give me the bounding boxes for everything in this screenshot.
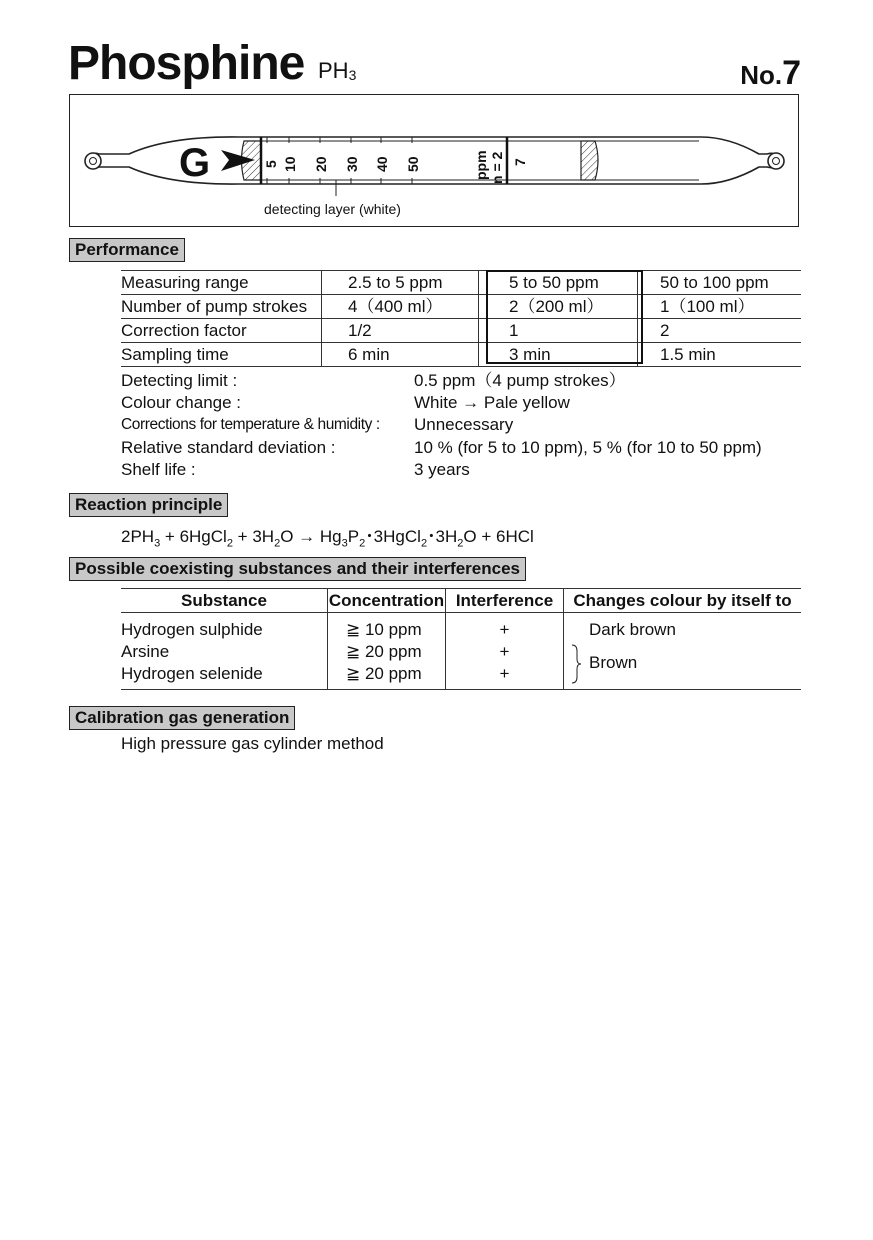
scale-label-30: 30 <box>344 156 360 172</box>
concentration-value: ≧ 10 ppm <box>346 620 422 639</box>
chemical-formula <box>318 58 356 84</box>
eq-sub: 2 <box>420 537 428 550</box>
reaction-equation <box>121 522 534 549</box>
column-header: Interference <box>446 589 564 613</box>
table-cell: 6 min <box>322 343 479 367</box>
tube-number-label: 7 <box>512 158 528 166</box>
interference-heading: Possible coexisting substances and their interferences <box>69 557 526 581</box>
colour-change-cell <box>564 613 802 690</box>
table-cell: 2（200 ml） <box>479 295 638 319</box>
column-header: Changes colour by itself to <box>564 589 802 613</box>
page-title: Phosphine <box>68 37 305 90</box>
eq-part: O → Hg <box>280 527 342 546</box>
recommended-range-highlight <box>486 270 643 364</box>
detail-value: 0.5 ppm（4 pump strokes） <box>414 371 626 390</box>
eq-sub: 2 <box>457 537 464 550</box>
table-row <box>121 343 801 367</box>
calibration-method: High pressure gas cylinder method <box>121 734 384 753</box>
table-cell: 4（400 ml） <box>322 295 479 319</box>
interference-table <box>121 588 801 690</box>
detail-value: Unnecessary <box>414 415 514 434</box>
doc-number: 7 <box>782 54 801 92</box>
table-cell: 3 min <box>479 343 638 367</box>
tube-diagram-box <box>69 94 799 227</box>
table-cell: 5 to 50 ppm <box>479 271 638 295</box>
formula-subscript: 3 <box>348 67 357 83</box>
detail-value: 10 % (for 5 to 10 ppm), 5 % (for 10 to 50 ppm) <box>414 438 762 457</box>
column-header: Substance <box>121 589 328 613</box>
interference-value: + <box>499 664 510 683</box>
scale-label-40: 40 <box>374 156 390 172</box>
eq-part: P <box>347 527 360 546</box>
interference-value: + <box>499 642 510 661</box>
detail-key: Detecting limit : <box>121 371 238 390</box>
table-row <box>121 319 801 343</box>
eq-part: ･3H <box>427 527 458 546</box>
brace-icon <box>568 643 588 685</box>
eq-sub: 2 <box>274 537 281 550</box>
table-cell: 1/2 <box>322 319 479 343</box>
substance-name: Hydrogen selenide <box>121 664 263 683</box>
table-cell: Sampling time <box>121 343 322 367</box>
substance-cell <box>121 613 328 690</box>
eq-part: + 6HgCl <box>160 527 227 546</box>
logo-g: G <box>179 141 211 185</box>
table-cell: 2 <box>638 319 802 343</box>
table-body-row <box>121 613 801 690</box>
eq-part: O + 6HCl <box>463 527 534 546</box>
eq-part: 2PH <box>121 527 155 546</box>
table-cell: Correction factor <box>121 319 322 343</box>
substance-name: Arsine <box>121 642 170 661</box>
table-row <box>121 271 801 295</box>
table-header-row <box>121 589 801 613</box>
interference-value: + <box>499 620 510 639</box>
detecting-layer-label: detecting layer (white) <box>264 201 401 217</box>
substance-name: Hydrogen sulphide <box>121 620 263 639</box>
table-cell: 1.5 min <box>638 343 802 367</box>
stroke-label: n = 2 <box>489 151 505 184</box>
table-cell: Number of pump strokes <box>121 295 322 319</box>
eq-sub: 2 <box>359 537 366 550</box>
detail-value: 3 years <box>414 460 470 479</box>
detail-key: Shelf life : <box>121 460 196 479</box>
detail-key: Relative standard deviation : <box>121 438 336 457</box>
scale-label-20: 20 <box>313 156 329 172</box>
table-cell: 50 to 100 ppm <box>638 271 802 295</box>
colour-change-value: Brown <box>589 653 638 672</box>
scale-label-10: 10 <box>282 156 298 172</box>
calibration-heading: Calibration gas generation <box>69 706 295 730</box>
right-plug <box>581 141 598 180</box>
eq-part: + 3H <box>232 527 275 546</box>
concentration-value: ≧ 20 ppm <box>346 664 422 683</box>
interference-cell <box>446 613 564 690</box>
performance-heading: Performance <box>69 238 185 262</box>
eq-part: ･3HgCl <box>365 527 421 546</box>
eq-sub: 3 <box>341 537 348 550</box>
performance-table <box>121 270 801 367</box>
reaction-heading: Reaction principle <box>69 493 228 517</box>
table-cell: 1（100 ml） <box>638 295 802 319</box>
scale-label-50: 50 <box>405 156 421 172</box>
table-row <box>121 295 801 319</box>
eq-sub: 3 <box>154 537 161 550</box>
document-number <box>740 54 801 93</box>
unit-label: ppm <box>473 150 489 180</box>
detail-key: Corrections for temperature & humidity : <box>121 416 380 433</box>
detail-value: White → Pale yellow <box>414 393 570 412</box>
detail-key: Colour change : <box>121 393 242 412</box>
eq-sub: 2 <box>226 537 233 550</box>
scale-label-5: 5 <box>263 160 279 168</box>
doc-prefix: No. <box>740 60 783 90</box>
concentration-cell <box>328 613 446 690</box>
column-header: Concentration <box>328 589 446 613</box>
table-cell: Measuring range <box>121 271 322 295</box>
formula-main: PH <box>318 58 349 83</box>
detector-tube-illustration <box>69 94 799 227</box>
table-cell: 1 <box>479 319 638 343</box>
colour-change-value: Dark brown <box>589 620 676 639</box>
table-cell: 2.5 to 5 ppm <box>322 271 479 295</box>
concentration-value: ≧ 20 ppm <box>346 642 422 661</box>
